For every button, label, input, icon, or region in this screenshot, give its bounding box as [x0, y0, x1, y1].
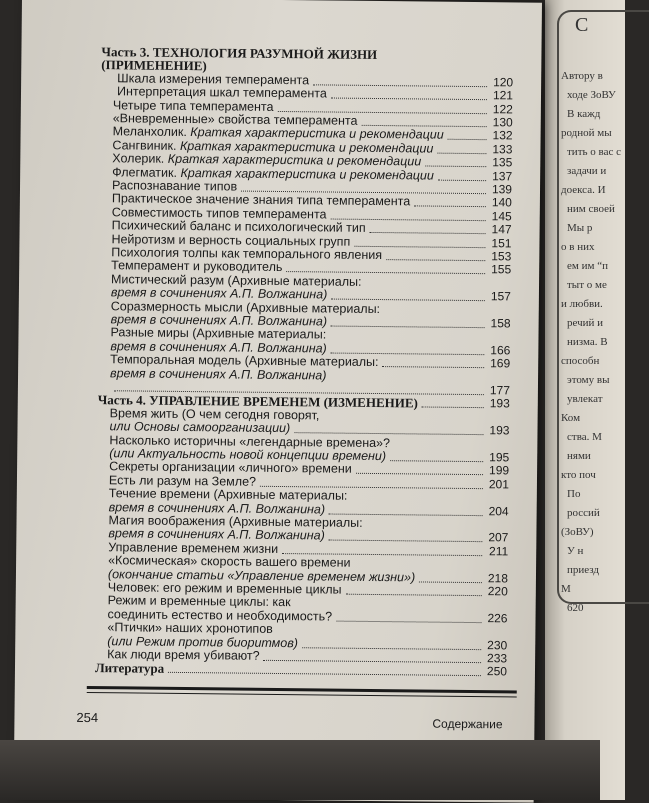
toc-entry-title: Часть 3. ТЕХНОЛОГИЯ РАЗУМНОЙ ЖИЗНИ: [101, 44, 378, 62]
side-page-text-fragment: Ком: [561, 412, 581, 424]
toc-entry-title: Практическое значение знания типа темперамента: [111, 191, 411, 209]
side-page-text-fragment: Мы р: [567, 222, 593, 234]
side-page-text-fragment: (ЗоВУ): [561, 526, 594, 538]
table-of-contents: [22, 0, 542, 679]
toc-page-number: 140: [491, 195, 512, 210]
toc-entry-title: или Основы самоорганизации): [109, 419, 291, 436]
toc-page-number: 122: [492, 101, 513, 117]
toc-entry-title: Время жить (О чем сегодня говорят,: [109, 406, 320, 423]
toc-page-number: 204: [488, 503, 509, 518]
toc-entry-title: Холерик. Краткая характеристика и рекомендации: [112, 151, 422, 169]
toc-page-number: 169: [490, 356, 511, 371]
toc-leader-dots: [168, 672, 481, 676]
toc-entry-title: (окончание статьи «Управление временем жизни»): [107, 566, 416, 585]
toc-page-number: 155: [491, 262, 512, 277]
toc-entry-title: Насколько историчны «легендарные времена»?: [109, 432, 391, 450]
footer-rule-thin: [87, 692, 517, 698]
side-page-text-fragment: У н: [567, 545, 584, 557]
toc-entry-title: соединить естество и необходимость?: [107, 607, 333, 624]
toc-page-number: 220: [487, 584, 508, 599]
toc-entry-title: Как люди время убивают?: [107, 647, 260, 663]
toc-entry-title: Шкала измерения темперамента: [117, 71, 310, 88]
toc-page-number: 153: [491, 249, 512, 264]
toc-page-number: 135: [492, 155, 513, 170]
side-page-text-fragment: В кажд: [567, 108, 601, 120]
toc-entry-title: Нейротизм и верность социальных групп: [111, 231, 351, 249]
side-page-text-fragment: тить о вас с: [567, 146, 621, 158]
toc-page-number: 226: [487, 610, 508, 626]
toc-entry-title: Секреты организации «личного» времени: [109, 459, 352, 477]
toc-entry-title: Магия воображения (Архивные материалы:: [108, 513, 363, 530]
toc-page-number: 137: [492, 168, 513, 184]
book-page: [14, 0, 542, 803]
toc-page-number: 130: [492, 115, 513, 130]
side-page-text-fragment: увлекат: [567, 393, 603, 405]
side-page-text-fragment: ства. М: [567, 431, 602, 443]
toc-page-number: 166: [490, 342, 511, 358]
toc-page-number: 211: [489, 543, 509, 559]
toc-entry-title: Темпоральная модель (Архивные материалы:: [110, 352, 379, 370]
toc-entry-title: время в сочинениях А.П. Волжанина): [110, 339, 327, 356]
toc-entry-title: Меланхолик. Краткая характеристика и рекомендации: [112, 124, 444, 143]
toc-leader-dots: [419, 581, 482, 583]
toc-entry-title: Интерпретация шкал темперамента: [116, 84, 327, 101]
toc-entry-title: Темперамент и руководитель: [111, 258, 283, 275]
toc-leader-dots: [437, 152, 486, 154]
side-page-text-fragment: речий и: [567, 317, 604, 329]
side-page-text-fragment: По: [567, 488, 581, 500]
table-surface: [0, 740, 600, 800]
toc-entry-title: Режим и временные циклы: как: [107, 593, 291, 610]
toc-page-number: 195: [489, 450, 510, 465]
toc-entry-title: «Вневременные» свойства темперамента: [112, 111, 358, 128]
toc-entry-title: время в сочинениях А.П. Волжанина): [110, 312, 328, 329]
toc-page-number: 133: [492, 142, 513, 157]
toc-page-number: 132: [492, 128, 513, 143]
toc-entry-title: Флегматик. Краткая характеристика и рекомендации: [112, 164, 434, 183]
side-page-text-fragment: ним своей: [567, 203, 615, 215]
toc-entry-title: Распознавание типов: [111, 178, 238, 194]
toc-entry-title: (или Режим против биоритмов): [107, 633, 298, 650]
page-number: 254: [76, 709, 99, 726]
side-page-text-fragment: тыт о ме: [567, 279, 607, 291]
toc-entry-title: Психология толпы как темпорального явления: [111, 245, 383, 263]
side-page-text-fragment: этому вы: [567, 374, 610, 386]
toc-page-number: 177: [489, 383, 510, 398]
adjacent-page: [545, 0, 625, 800]
side-page-text-fragment: 620: [567, 602, 584, 614]
side-page-text-fragment: доекса. И: [561, 184, 606, 196]
toc-leader-dots: [448, 139, 487, 140]
toc-entry-title: Соразмерность мысли (Архивные материалы:: [110, 298, 381, 316]
toc-page-number: 193: [489, 396, 510, 411]
toc-page-number: 120: [493, 75, 514, 90]
toc-entry-title: (или Актуальность новой концепции времени): [109, 446, 387, 464]
toc-entry-title: Литература: [94, 660, 165, 677]
side-page-text-fragment: Автору в: [561, 70, 603, 82]
toc-page-number: 199: [488, 463, 510, 478]
toc-page-number: 207: [488, 530, 509, 545]
toc-page-number: 145: [491, 209, 512, 224]
side-page-text-fragment: способн: [561, 355, 600, 367]
toc-page-number: 201: [488, 476, 510, 492]
toc-entry-title: «Космическая» скорость вашего времени: [108, 553, 351, 570]
side-page-text-fragment: россий: [567, 507, 600, 519]
side-page-text-fragment: М: [561, 583, 571, 595]
side-page-text-fragment: задачи и: [567, 165, 607, 177]
toc-entry-title: (ПРИМЕНЕНИЕ): [101, 57, 207, 74]
toc-page-number: 218: [487, 570, 509, 585]
toc-entry-title: Четыре типа темперамента: [112, 97, 274, 114]
toc-entry-title: Есть ли разум на Земле?: [108, 473, 257, 489]
toc-page-number: 233: [487, 651, 508, 666]
toc-page-number: 139: [491, 182, 513, 197]
toc-entry-title: время в сочинениях А.П. Волжанина): [108, 526, 325, 543]
side-page-text-fragment: нями: [567, 450, 591, 462]
toc-entry: [95, 660, 507, 679]
side-page-heading-fragment: С: [575, 14, 589, 36]
toc-entry-title: Мистический разум (Архивные материалы:: [110, 272, 362, 289]
side-page-text-fragment: о в них: [561, 241, 595, 253]
toc-leader-dots: [425, 166, 486, 168]
toc-page-number: 147: [491, 222, 512, 237]
toc-entry-title: время в сочинениях А.П. Волжанина): [110, 365, 327, 383]
toc-entry-title: Часть 4. УПРАВЛЕНИЕ ВРЕМЕНЕМ (ИЗМЕНЕНИЕ): [97, 392, 418, 411]
toc-leader-dots: [422, 407, 484, 409]
running-title: Содержание: [432, 716, 503, 732]
toc-page-number: 250: [486, 664, 508, 679]
toc-entry-title: время в сочинениях А.П. Волжанина): [108, 499, 326, 517]
toc-page-number: 157: [490, 289, 511, 304]
side-page-text-fragment: ем им “п: [567, 260, 608, 272]
toc-entry-title: Разные миры (Архивные материалы:: [110, 325, 327, 342]
toc-entry-title: Сангвиник. Краткая характеристика и рекомендации: [112, 138, 434, 156]
side-page-text-fragment: низма. В: [567, 336, 608, 348]
toc-page-number: 158: [490, 316, 511, 331]
side-page-text-fragment: кто поч: [561, 469, 596, 481]
toc-entry-title: Совместимость типов темперамента: [111, 205, 327, 222]
toc-entry-title: Человек: его режим и временные циклы: [107, 580, 342, 597]
toc-entry-title: Течение времени (Архивные материалы:: [108, 486, 348, 503]
side-page-text-fragment: ходе ЗоВУ: [567, 89, 616, 101]
toc-leader-dots: [438, 179, 486, 181]
side-page-text-fragment: родной мы: [561, 127, 612, 139]
toc-entry-title: Психический баланс и психологический тип: [111, 218, 366, 236]
toc-entry-title: «Птички» наших хронотипов: [107, 620, 273, 637]
toc-entry-title: Управление временем жизни: [108, 540, 279, 556]
side-page-text-fragment: приезд: [567, 564, 600, 576]
toc-entry-title: время в сочинениях А.П. Волжанина): [110, 285, 328, 302]
toc-leader-dots: [414, 206, 486, 208]
toc-page-number: 230: [487, 637, 508, 652]
toc-page-number: 121: [492, 88, 514, 103]
toc-page-number: 193: [489, 423, 510, 438]
side-page-text-fragment: и любви.: [561, 298, 603, 310]
toc-page-number: 151: [491, 235, 512, 251]
